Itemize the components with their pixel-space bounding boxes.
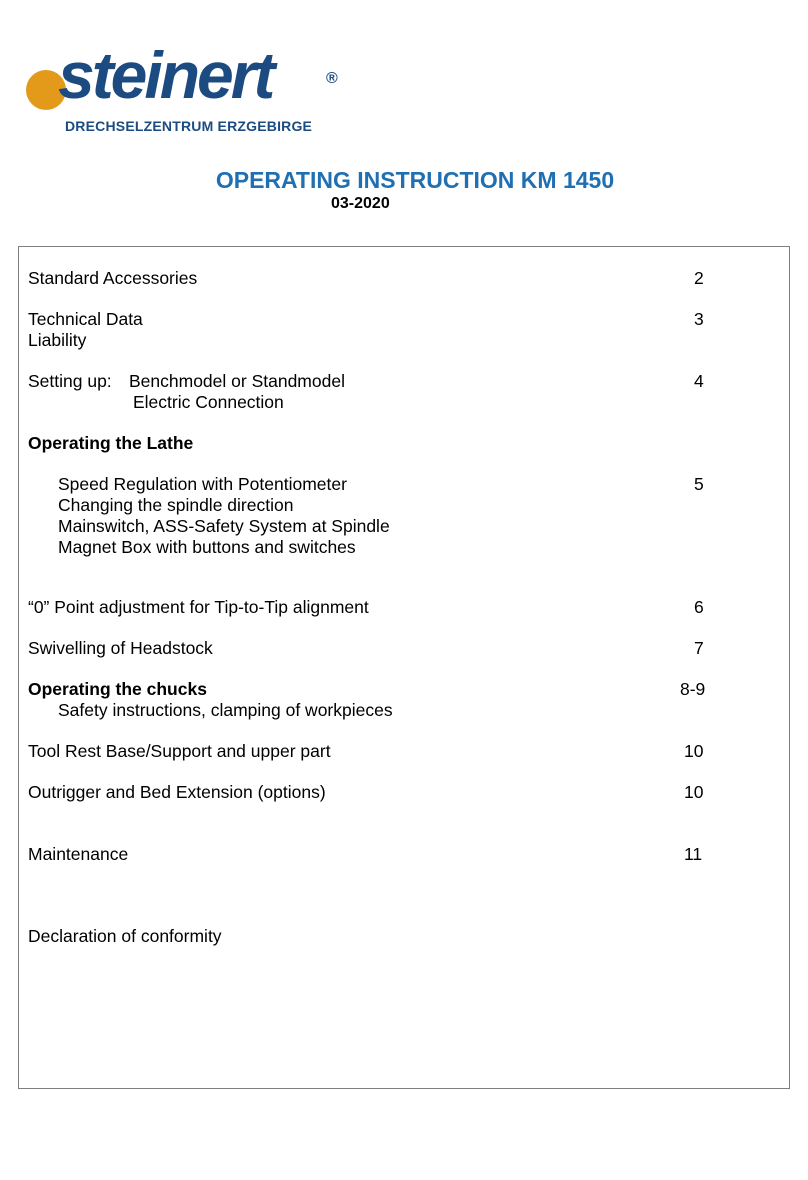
toc-entry-tool-rest: [28, 741, 778, 762]
toc-item: Speed Regulation with Potentiometer: [58, 474, 347, 494]
toc-page: 10: [684, 741, 704, 761]
toc-label: Standard Accessories: [28, 268, 198, 288]
toc-label: Maintenance: [28, 844, 129, 864]
brand-logo: [26, 38, 356, 140]
toc-page: 6: [694, 597, 704, 617]
toc-page: 11: [684, 844, 703, 864]
toc-page: 3: [694, 309, 704, 329]
table-of-contents: [18, 246, 790, 1089]
toc-entry-chucks: [28, 679, 778, 721]
toc-sublabel: Safety instructions, clamping of workpieces: [58, 700, 393, 720]
toc-item: Magnet Box with buttons and switches: [58, 537, 356, 557]
toc-page: 5: [694, 474, 704, 494]
toc-label: Declaration of conformity: [28, 926, 222, 946]
toc-heading-operating-lathe: Operating the Lathe: [28, 433, 194, 453]
toc-entry-declaration: [28, 926, 778, 947]
toc-heading: Operating the chucks: [28, 679, 207, 699]
logo-registered-mark: ®: [326, 70, 338, 87]
toc-page: 2: [694, 268, 704, 288]
toc-label: Technical Data: [28, 309, 143, 329]
toc-sublabel: Electric Connection: [133, 392, 284, 412]
toc-label: “0” Point adjustment for Tip-to-Tip alignment: [28, 597, 369, 617]
toc-page: 7: [694, 638, 704, 658]
toc-page: 4: [694, 371, 704, 391]
toc-entry-technical-data: [28, 309, 778, 351]
toc-page: 8-9: [680, 679, 706, 699]
logo-tagline: DRECHSELZENTRUM ERZGEBIRGE: [65, 118, 313, 134]
toc-entry-standard-accessories: [28, 268, 778, 289]
toc-item: Mainswitch, ASS-Safety System at Spindle: [58, 516, 390, 536]
document-date: 03-2020: [331, 195, 390, 212]
toc-label: Swivelling of Headstock: [28, 638, 213, 658]
toc-sublabel: Liability: [28, 330, 87, 350]
toc-entry-zero-point: [28, 597, 778, 618]
toc-label: Tool Rest Base/Support and upper part: [28, 741, 331, 761]
toc-page: 10: [684, 782, 704, 802]
toc-entry-maintenance: [28, 844, 778, 865]
logo-wordmark: steinert: [58, 38, 273, 112]
toc-entry-swivelling: [28, 638, 778, 659]
toc-item: Changing the spindle direction: [58, 495, 294, 515]
toc-entry-operating-lathe: [28, 474, 778, 558]
toc-entry-setting-up: [28, 371, 778, 413]
document-title: OPERATING INSTRUCTION KM 1450: [215, 167, 615, 193]
toc-label: Benchmodel or Standmodel: [129, 371, 345, 391]
toc-label: Outrigger and Bed Extension (options): [28, 782, 326, 802]
toc-entry-outrigger: [28, 782, 778, 803]
toc-prefix: Setting up:: [28, 371, 112, 391]
